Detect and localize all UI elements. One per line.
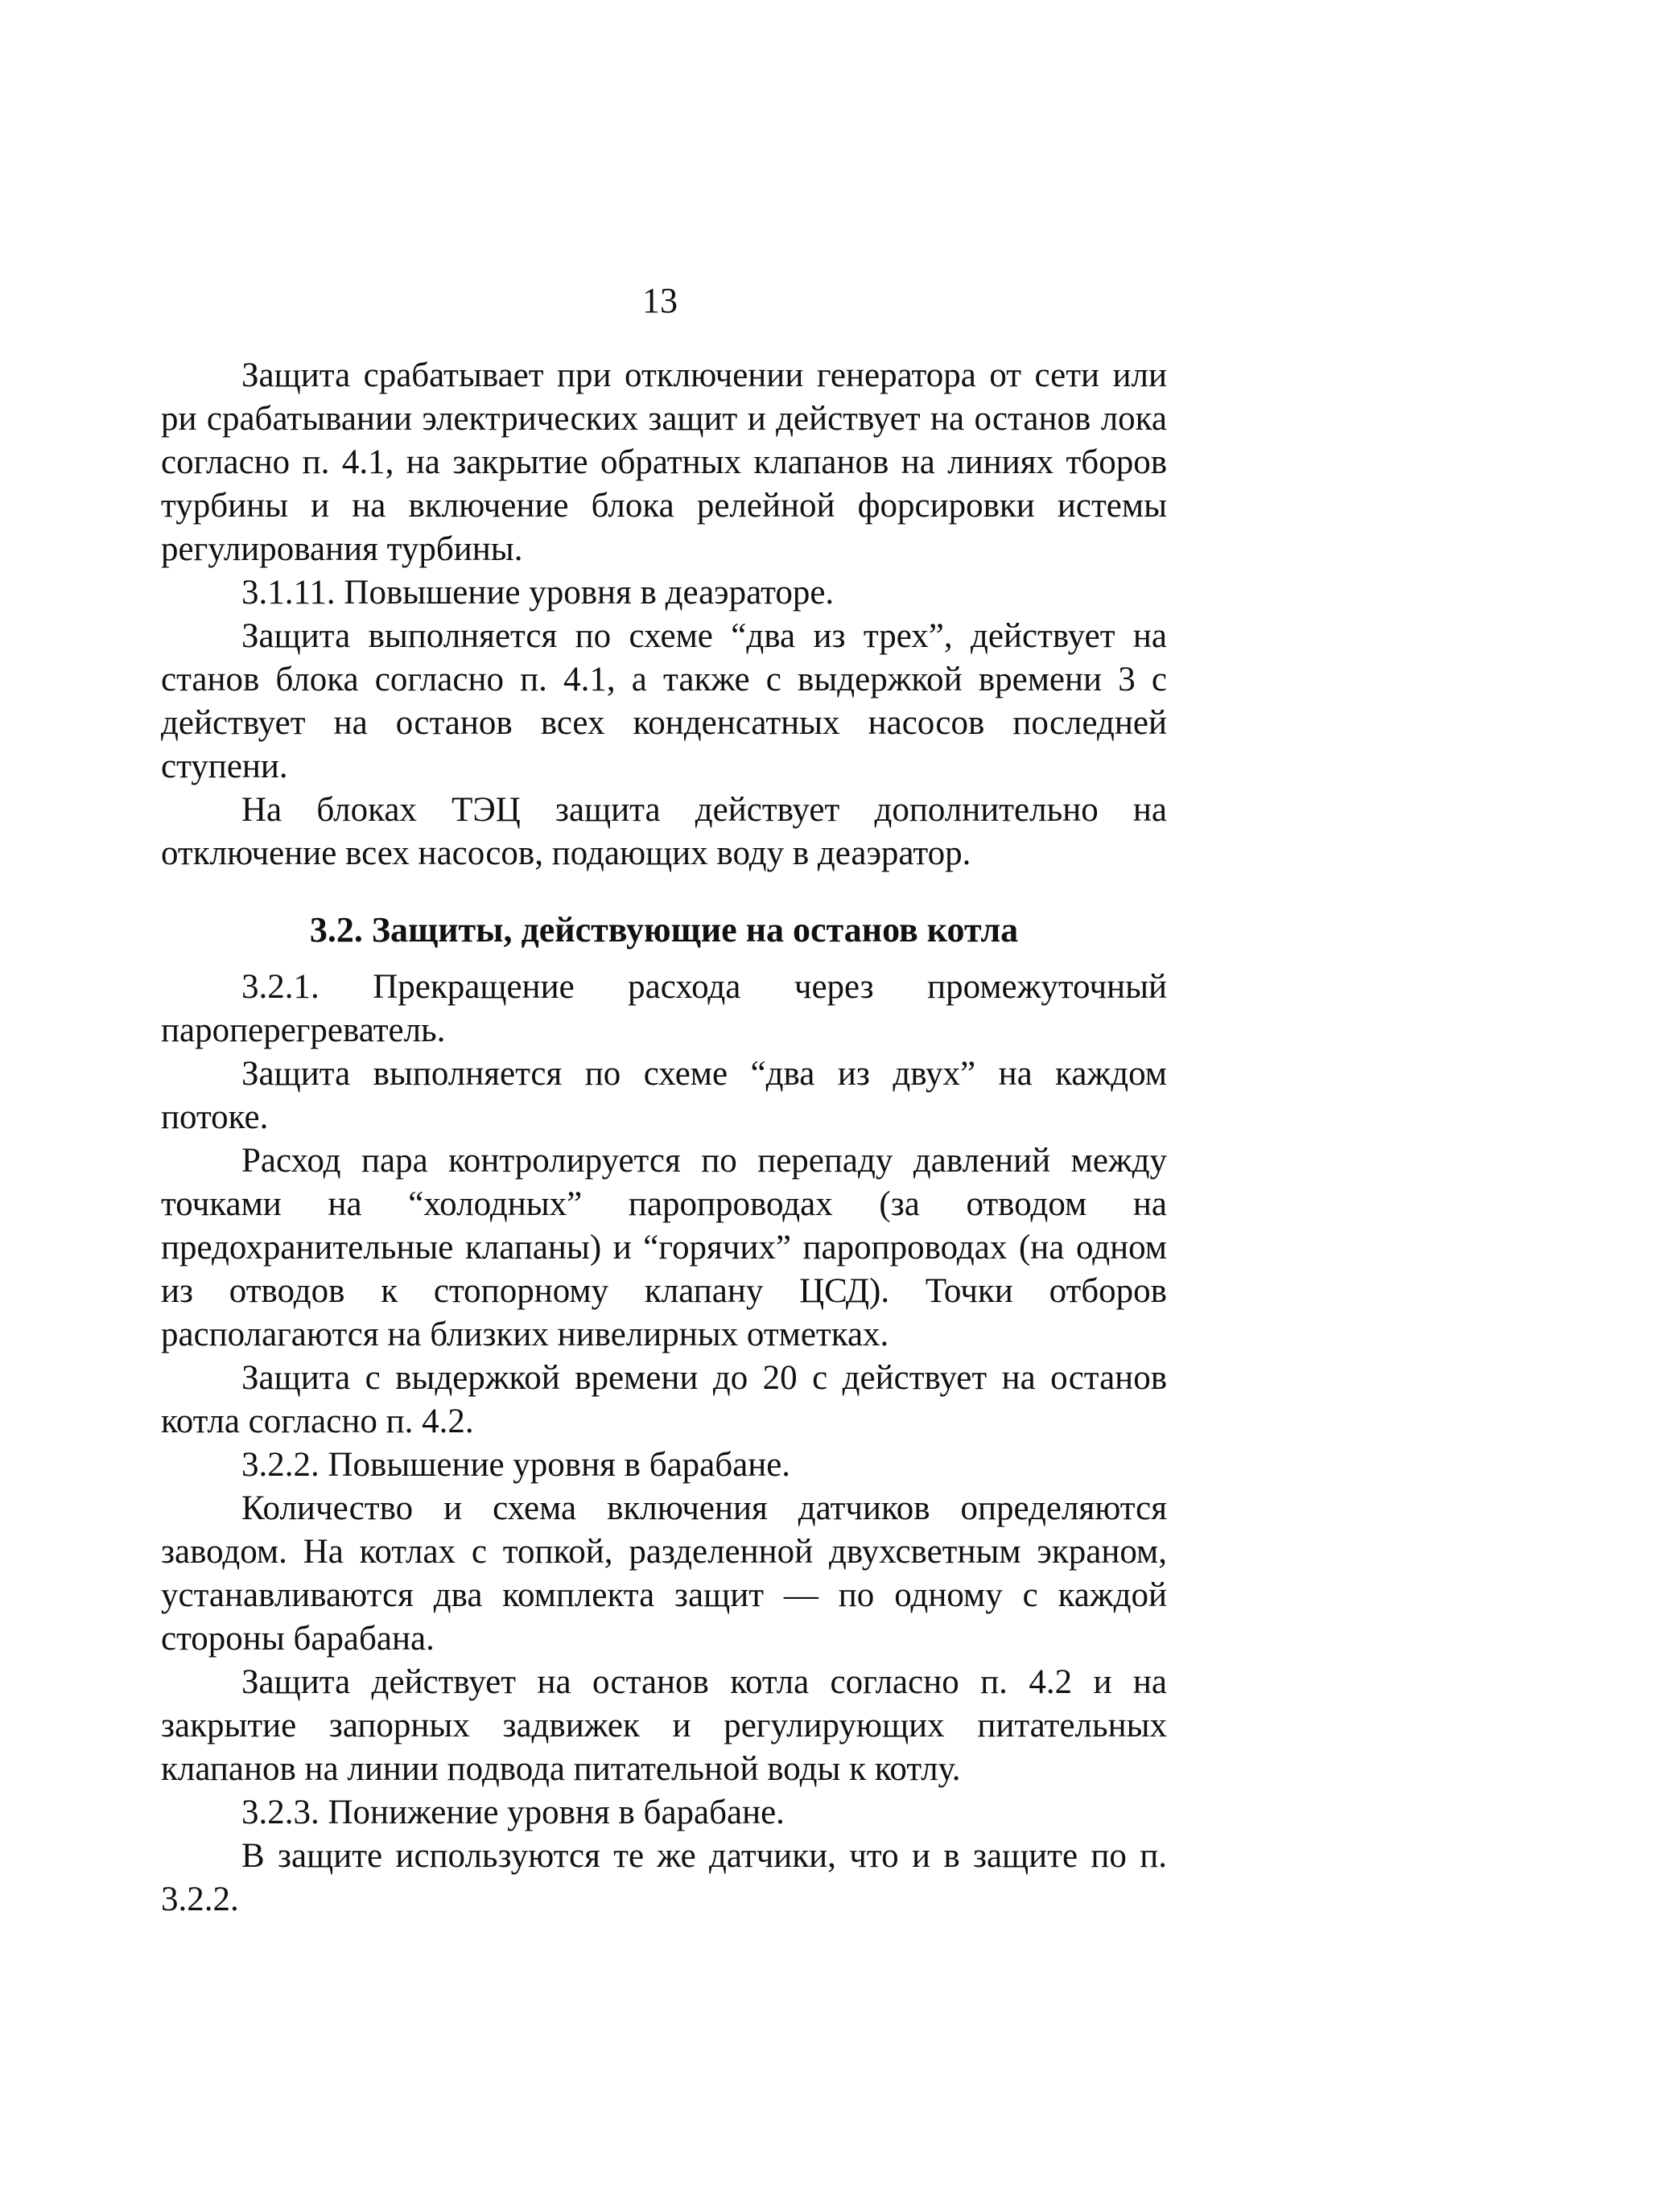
clause-3-2-1-title: 3.2.1. Прекращение расхода через промежуточный пароперегреватель. [161,968,1167,1049]
paragraph-two-of-two-scheme: Защита выполняется по схеме “два из двух” на каждом потоке. [161,1055,1167,1136]
paragraph-sensor-quantity: Количество и схема включения датчиков определяются заводом. На котлах с топкой, разделенной двухсветным экраном, устанавливаются два комплекта защит — по одному с каждой стороны барабана. [161,1489,1167,1658]
paragraph-boiler-shutdown: Защита действует на останов котла согласно п. 4.2 и на закрытие запорных задвижек и регулирующих питательных клапанов на линии подвода питательной воды к котлу. [161,1663,1167,1788]
clause-3-2-3-title: 3.2.3. Понижение уровня в барабане. [241,1794,785,1831]
paragraph-generator-protection: Защита срабатывает при отключении генератора от сети или ри срабатывании электрических защит и действует на останов лока согласно п. 4.1, на закрытие обратных клапанов на линиях тборов турбины и на включение блока релейной форсировки истемы регулирования турбины. [161,356,1167,568]
document-body [161,354,1167,1922]
paragraph-steam-flow-control: Расход пара контролируется по перепаду давлений между точками на “холодных” паропроводах (за отводом на предохранительные клапаны) и “горячих” паропроводах (на одном из отводов к стопорному клапану ЦСД). Точки отборов располагаются на близких нивелирных отметках. [161,1142,1167,1353]
clause-3-1-11-title: 3.1.11. Повышение уровня в деаэраторе. [241,574,835,612]
paragraph-same-sensors: В защите используются те же датчики, что и в защите по п. 3.2.2. [161,1837,1167,1918]
paragraph-deaerator-scheme: Защита выполняется по схеме “два из трех”, действует на станов блока согласно п. 4.1, а также с выдержкой времени 3 с действует на останов всех конденсатных насосов последней ступени. [161,617,1167,785]
paragraph-time-delay: Защита с выдержкой времени до 20 с действует на останов котла согласно п. 4.2. [161,1359,1167,1440]
section-heading-3-2: 3.2. Защиты, действующие на останов котла [309,910,1019,949]
page-number: 13 [642,281,678,320]
paragraph-tec-blocks: На блоках ТЭЦ защита действует дополнительно на отключение всех насосов, подающих воду в деаэратор. [161,791,1167,872]
clause-3-2-2-title: 3.2.2. Повышение уровня в барабане. [241,1446,791,1484]
